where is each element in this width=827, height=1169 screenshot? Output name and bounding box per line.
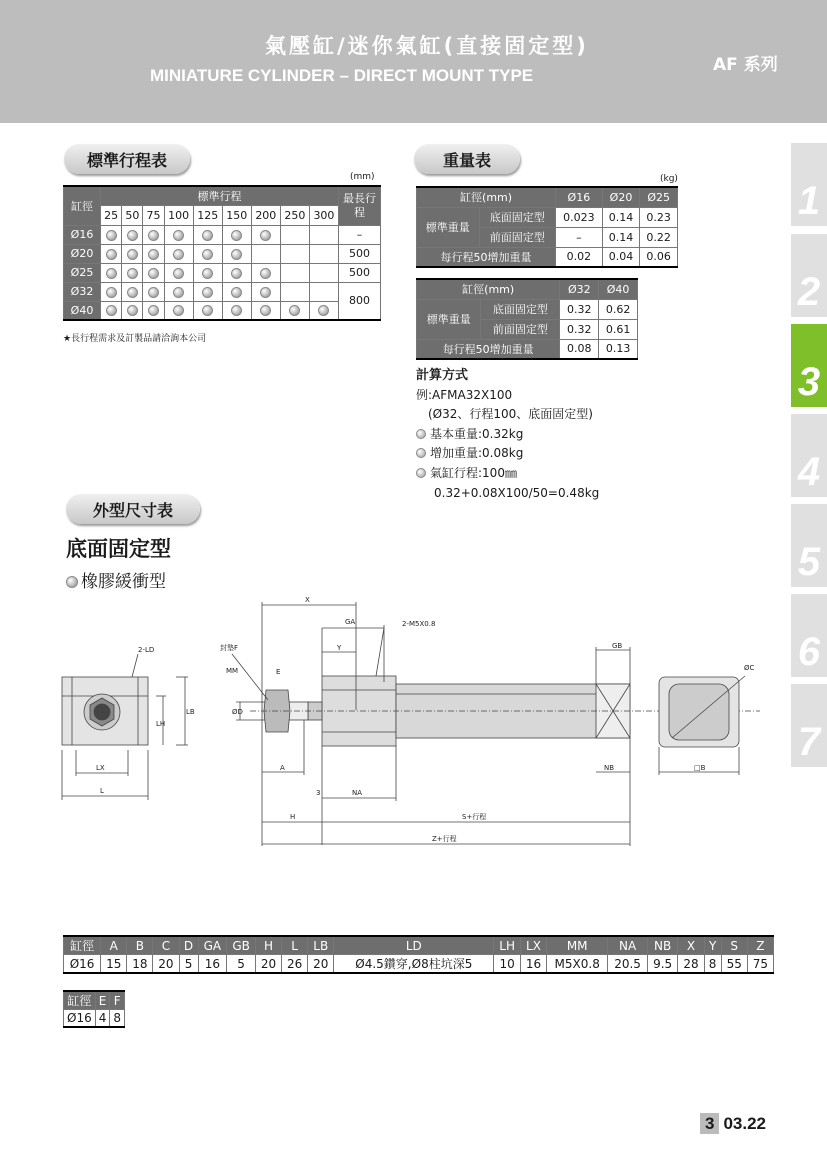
stroke-table-heading: 標準行程表 [64,144,190,174]
cylinder-drawing [0,590,827,860]
available-dot-icon [106,230,117,241]
dim-label: 2-M5X0.8 [402,620,436,628]
w1-bore: Ø20 [602,187,640,207]
w1-std-label: 標準重量 [417,207,480,247]
dim-header: S [721,936,747,955]
stroke-col: 125 [193,205,222,225]
dim-header: 缸徑 [64,936,101,955]
weight-table-1 [416,186,678,268]
page-num: 03.22 [723,1114,767,1133]
stroke-cell [143,282,164,301]
w2-cell: 0.62 [599,299,638,319]
ef-header: 缸徑 [64,991,96,1010]
stroke-cell [222,244,251,263]
dim-cell: 20 [255,955,281,974]
stroke-cell [164,263,193,282]
w2-cell: 0.61 [599,319,638,339]
stroke-cell [193,282,222,301]
w2-bore: Ø32 [560,279,599,299]
stroke-cell [193,225,222,244]
dim-cell: 20.5 [608,955,648,974]
calc-block [416,366,599,503]
weight-unit: (kg) [660,174,678,184]
dim-label: 封墊F [220,644,239,652]
stroke-cell [280,225,309,244]
w2-row3-label: 每行程50增加重量 [417,339,560,359]
stroke-cell [101,282,122,301]
available-dot-icon [202,287,213,298]
stroke-cell [309,301,338,320]
dim-header: X [678,936,704,955]
stroke-cell [222,301,251,320]
stroke-cell [251,263,280,282]
max-cell: 500 [339,244,381,263]
stroke-col: 150 [222,205,251,225]
stroke-cell [122,225,143,244]
dim-header: C [153,936,179,955]
bore-cell: Ø25 [64,263,101,282]
calc-example-detail: (Ø32、行程100、底面固定型) [428,407,593,422]
ef-cell: 4 [95,1010,110,1027]
available-dot-icon [148,249,159,260]
title-en: MINIATURE CYLINDER – DIRECT MOUNT TYPE [150,66,534,85]
available-dot-icon [231,287,242,298]
stroke-cell [251,225,280,244]
stroke-cell [309,263,338,282]
w1-cell: 0.14 [602,227,640,247]
dim-header: LH [494,936,521,955]
dim-cell: 20 [153,955,179,974]
available-dot-icon [260,268,271,279]
stroke-col: 50 [122,205,143,225]
table-row [64,282,381,301]
dim-label: LX [96,764,105,772]
w2-std-label: 標準重量 [417,299,481,339]
dim-header: MM [547,936,608,955]
dim-cell: 20 [308,955,334,974]
max-cell: – [339,225,381,244]
w2-cell: 0.13 [599,339,638,359]
dim-label: LB [186,708,195,716]
dim-cell: 10 [494,955,521,974]
page-chapter: 3 [700,1113,719,1134]
calc-item [416,425,599,445]
stroke-cell [143,263,164,282]
available-dot-icon [231,268,242,279]
table-row [64,263,381,282]
available-dot-icon [127,268,138,279]
dim-label: Z+行程 [432,835,457,843]
dim-label: X [305,596,310,604]
stroke-cell [143,244,164,263]
side-tab-6[interactable]: 6 [791,594,827,677]
available-dot-icon [231,230,242,241]
stroke-col: 100 [164,205,193,225]
available-dot-icon [260,305,271,316]
stroke-cell [143,301,164,320]
stroke-cell [251,244,280,263]
available-dot-icon [127,287,138,298]
w1-cell: 0.22 [640,227,678,247]
available-dot-icon [260,230,271,241]
stroke-cell [280,301,309,320]
dim-header: H [255,936,281,955]
stroke-cell [101,301,122,320]
available-dot-icon [289,305,300,316]
stroke-col: 250 [280,205,309,225]
side-tab-4[interactable]: 4 [791,414,827,497]
table-row [64,301,381,320]
stroke-cell [101,225,122,244]
dim-cell: 16 [520,955,546,974]
dim-label: ØD [232,708,243,716]
dim-cell: 5 [227,955,256,974]
available-dot-icon [173,230,184,241]
dim-label: GB [612,642,623,650]
dim-cell: 8 [704,955,721,974]
calc-b3: 氣缸行程:100㎜ [430,465,517,480]
dim-cell: 16 [198,955,227,974]
dim-cell: Ø4.5鑽穿,Ø8柱坑深5 [334,955,494,974]
bore-cell: Ø32 [64,282,101,301]
dim-header: Z [747,936,773,955]
dim-label: L [100,787,104,795]
dim-cell: 26 [282,955,308,974]
w2-row1-label: 底面固定型 [481,299,560,319]
stroke-cell [164,282,193,301]
calc-example: 例:AFMA32X100 [416,387,513,402]
calc-title: 計算方式 [416,368,469,383]
dim-cell: 15 [101,955,127,974]
w1-head: 缸徑(mm) [417,187,556,207]
w2-row2-label: 前面固定型 [481,319,560,339]
dim-label: ØC [744,664,755,672]
dims-subtitle: 底面固定型 [66,537,171,561]
available-dot-icon [148,268,159,279]
w2-head: 缸徑(mm) [417,279,560,299]
stroke-col: 300 [309,205,338,225]
calc-b1: 基本重量:0.32kg [430,426,524,441]
stroke-cell [164,244,193,263]
dim-label: A [280,764,285,772]
dim-label: Y [337,644,342,652]
ef-header: E [95,991,110,1010]
w2-cell: 0.32 [560,299,599,319]
w1-cell: 0.023 [556,207,603,227]
dim-header: NB [647,936,678,955]
available-dot-icon [173,249,184,260]
stroke-col: 200 [251,205,280,225]
bore-cell: Ø20 [64,244,101,263]
stroke-cell [222,225,251,244]
stroke-cell [101,244,122,263]
dim-cell: 55 [721,955,747,974]
stroke-cell [122,282,143,301]
w1-cell: 0.06 [640,247,678,267]
stroke-cell [164,225,193,244]
bullet-icon [66,576,78,588]
dim-header: Y [704,936,721,955]
weight-table-heading: 重量表 [414,144,520,174]
w2-cell: 0.08 [560,339,599,359]
dim-label: LH [156,720,166,728]
bullet-icon [416,448,426,458]
available-dot-icon [148,230,159,241]
w1-cell: 0.14 [602,207,640,227]
stroke-cell [143,225,164,244]
dim-table [63,935,774,974]
dim-label: E [276,668,281,676]
side-tab-5[interactable]: 5 [791,504,827,587]
available-dot-icon [173,305,184,316]
available-dot-icon [106,249,117,260]
bullet-icon [416,429,426,439]
dim-header: D [179,936,198,955]
stroke-cell [222,282,251,301]
stroke-cell [309,225,338,244]
dim-header: LX [520,936,546,955]
bore-cell: Ø16 [64,225,101,244]
max-cell: 800 [339,282,381,320]
dim-cell: 75 [747,955,773,974]
available-dot-icon [202,305,213,316]
dim-label: GA [345,618,356,626]
dim-header: L [282,936,308,955]
stroke-cell [251,301,280,320]
w1-cell: 0.04 [602,247,640,267]
table-row [64,244,381,263]
available-dot-icon [106,287,117,298]
calc-item [416,444,599,464]
calc-formula: 0.32+0.08X100/50=0.48kg [434,485,600,500]
available-dot-icon [127,305,138,316]
stroke-col: 75 [143,205,164,225]
dim-cell: 18 [127,955,153,974]
ef-cell: Ø16 [64,1010,96,1027]
page-number [700,1114,766,1134]
weight-table-2 [416,278,638,360]
dim-label: S+行程 [462,813,487,821]
stroke-cell [122,301,143,320]
side-tab-3[interactable]: 3 [791,324,827,407]
stroke-cell [193,244,222,263]
w1-bore: Ø25 [640,187,678,207]
available-dot-icon [127,249,138,260]
col-std: 標準行程 [101,186,339,205]
stroke-cell [122,263,143,282]
available-dot-icon [148,305,159,316]
stroke-table [63,185,381,321]
w2-bore: Ø40 [599,279,638,299]
dims-heading: 外型尺寸表 [66,494,200,524]
dim-label: 2-LD [138,646,155,654]
w1-bore: Ø16 [556,187,603,207]
available-dot-icon [202,230,213,241]
dim-header: A [101,936,127,955]
dim-header: GA [198,936,227,955]
dim-header: LB [308,936,334,955]
stroke-cell [193,263,222,282]
stroke-cell [309,282,338,301]
available-dot-icon [148,287,159,298]
dim-header: NA [608,936,648,955]
available-dot-icon [106,305,117,316]
dim-header: GB [227,936,256,955]
stroke-unit: (mm) [350,172,375,182]
stroke-cell [101,263,122,282]
dim-label: H [290,813,296,821]
available-dot-icon [106,268,117,279]
available-dot-icon [202,268,213,279]
col-max: 最長行程 [339,186,381,225]
available-dot-icon [202,249,213,260]
w1-row3-label: 每行程50增加重量 [417,247,556,267]
dim-label: NA [352,789,363,797]
bullet-icon [416,468,426,478]
dim-label: □B [694,764,706,772]
available-dot-icon [231,305,242,316]
dim-cell: 28 [678,955,704,974]
ef-table [63,990,125,1028]
available-dot-icon [173,268,184,279]
dim-cell: Ø16 [64,955,101,974]
page-header [0,0,827,123]
available-dot-icon [173,287,184,298]
stroke-cell [280,263,309,282]
table-row [64,225,381,244]
dim-label: 3 [316,789,321,797]
calc-b2: 增加重量:0.08kg [430,446,524,461]
series-label: AF 系列 [713,55,778,75]
dims-type-text: 橡膠緩衝型 [81,572,166,592]
bore-cell: Ø40 [64,301,101,320]
max-cell: 500 [339,263,381,282]
dims-type [66,567,166,592]
dim-cell: 5 [179,955,198,974]
col-bore: 缸徑 [64,186,101,225]
dim-cell: 9.5 [647,955,678,974]
w1-row2-label: 前面固定型 [479,227,556,247]
dim-label: NB [604,764,615,772]
available-dot-icon [260,287,271,298]
side-tab-1[interactable]: 1 [791,143,827,226]
dim-label: MM [226,667,239,675]
calc-item [416,464,599,484]
ef-header: F [110,991,125,1010]
side-tab-7[interactable]: 7 [791,684,827,767]
stroke-cell [309,244,338,263]
w2-cell: 0.32 [560,319,599,339]
stroke-cell [122,244,143,263]
w1-row1-label: 底面固定型 [479,207,556,227]
title-cn: 氣壓缸/迷你氣缸(直接固定型) [265,34,589,58]
stroke-cell [280,282,309,301]
dim-cell: M5X0.8 [547,955,608,974]
available-dot-icon [318,305,329,316]
available-dot-icon [127,230,138,241]
side-tab-2[interactable]: 2 [791,234,827,317]
w1-cell: – [556,227,603,247]
w1-cell: 0.02 [556,247,603,267]
stroke-cell [280,244,309,263]
stroke-cell [193,301,222,320]
stroke-cell [251,282,280,301]
dim-header: B [127,936,153,955]
dim-header: LD [334,936,494,955]
stroke-cell [164,301,193,320]
stroke-col: 25 [101,205,122,225]
available-dot-icon [231,249,242,260]
stroke-cell [222,263,251,282]
stroke-note: ★長行程需求及訂製品請洽詢本公司 [63,334,207,344]
ef-cell: 8 [110,1010,125,1027]
w1-cell: 0.23 [640,207,678,227]
